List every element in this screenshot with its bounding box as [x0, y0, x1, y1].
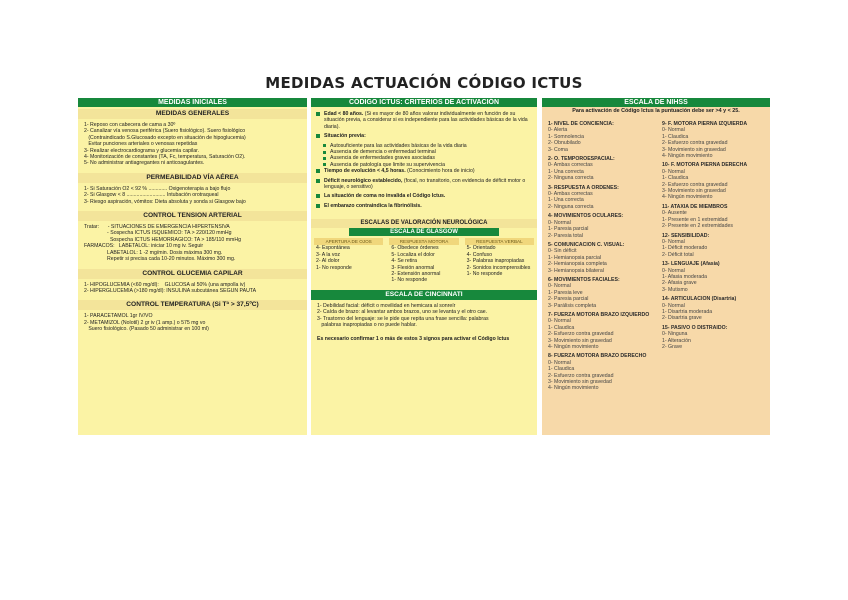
- section-line: 1- Reposo con cabecera de cama a 30º: [84, 122, 176, 128]
- criteria-item: [313, 178, 535, 191]
- section-line: Repetir si precisa cada 10-20 minutos. Máximo 300 mg.: [84, 256, 236, 263]
- medidas-section: [78, 211, 307, 262]
- glasgow-header: ESCALA DE GLASGOW: [349, 228, 499, 236]
- nihss-option: 0- Ambas correctas: [548, 191, 593, 198]
- criteria-item: [313, 203, 535, 209]
- situacion-item: Ausencia de enfermedades graves asociadas: [313, 155, 535, 161]
- nihss-option: 3- Movimiento sin gravedad: [662, 188, 726, 195]
- criteria-text: (Conocimiento hora de inicio): [405, 168, 475, 175]
- nihss-item: [656, 261, 770, 293]
- nihss-item-title: 8- FUERZA MOTORA BRAZO DERECHO: [548, 353, 647, 360]
- nihss-item: [542, 121, 656, 153]
- nihss-item: [656, 233, 770, 259]
- nihss-option: 1- Claudica: [548, 324, 575, 331]
- nihss-option: 4- Ningún movimiento: [548, 385, 599, 392]
- section-line: 1- HIPOGLUCEMIA (<60 mg/dl): GLUCOSA al 50% (una ampolla iv): [84, 281, 246, 288]
- cincinnati-list: [311, 300, 537, 329]
- criteria-bold: Déficit neurológico establecido,: [324, 177, 403, 184]
- nihss-item: [656, 325, 770, 351]
- medidas-sections: [78, 109, 307, 333]
- nihss-option: 2- Obnubilado: [548, 140, 581, 147]
- nihss-option: 0- Normal: [662, 238, 685, 245]
- nihss-option: 1- Déficit moderado: [662, 245, 708, 252]
- glasgow-column: [386, 238, 461, 283]
- section-title: MEDIDAS GENERALES: [78, 109, 307, 119]
- criteria-bold: El embarazo contraindica la fibrinólisis.: [324, 202, 422, 209]
- nihss-note: Para activación de Código Ictus la puntuación debe ser >4 y < 25.: [572, 108, 740, 114]
- nihss-option: 0- Normal: [548, 283, 571, 290]
- nihss-option: 2- Paresia parcial: [548, 296, 589, 303]
- nihss-option: 0- Ausente: [662, 210, 687, 217]
- criteria-item: [313, 111, 535, 130]
- nihss-option: 0- Normal: [548, 359, 571, 366]
- glasgow-column-header: APERTURA DE OJOS: [314, 238, 383, 245]
- glasgow-item: 2- Al dolor: [316, 258, 340, 265]
- nihss-item-title: 5- COMUNICACIÓN C. VISUAL:: [548, 241, 625, 248]
- cincinnati-footer: Es necesario confirmar 1 o más de estos 3 signos para activar el Código Ictus: [317, 336, 510, 343]
- nihss-option: 1- Claudica: [548, 366, 575, 373]
- nihss-item-title: 10- F. MOTORA PIERNA DERECHA: [662, 162, 748, 169]
- criteria-list: [311, 107, 537, 209]
- nihss-item: [656, 121, 770, 159]
- section-line: FARMACOS: LABETALOL: iniciar 10 mg iv. Seguir: [84, 243, 204, 250]
- nihss-option: 3- Mutismo: [662, 286, 688, 293]
- nihss-header: ESCALA DE NIHSS: [542, 98, 770, 107]
- nihss-item-title: 14- ARTICULACIÓN (Disartria): [662, 296, 737, 303]
- nihss-option: 1- Presente en 1 extremidad: [662, 216, 728, 223]
- glasgow-item: 5- Orientado: [466, 245, 496, 252]
- section-line: Sospecha ICTUS HEMORRAGICO: TA > 185/110 mmHg: [84, 236, 241, 243]
- nihss-option: 1- Hemianopsia parcial: [548, 254, 602, 261]
- nihss-item-title: 15- PASIVO O DISTRAIDO:: [662, 324, 728, 331]
- nihss-option: 2- Ninguna correcta: [548, 203, 594, 210]
- section-title: CONTROL TENSION ARTERIAL: [78, 211, 307, 221]
- nihss-option: 4- Ningún movimiento: [662, 153, 713, 160]
- medidas-section: [78, 109, 307, 167]
- section-line: 1- PARACETAMOL 1gr IV/VO: [84, 313, 153, 320]
- nihss-option: 2- Esfuerzo contra gravedad: [662, 140, 728, 147]
- nihss-option: 0- Sin déficit: [548, 248, 577, 255]
- nihss-option: 3- Coma: [548, 146, 568, 153]
- glasgow-item: 4- Espontánea: [316, 245, 350, 252]
- glasgow-column-header: RESPUESTA VERBAL: [465, 238, 534, 245]
- glasgow-table: [311, 238, 537, 283]
- cincinnati-item: 1- Debilidad facial: déficit o movilidad en hemicara al sonreír: [317, 302, 456, 309]
- nihss-left-list: [542, 118, 656, 392]
- nihss-item: [656, 204, 770, 230]
- section-line: Tratar: - SITUACIONES DE EMERGENCIA HIPERTENSIVA: [84, 224, 230, 231]
- nihss-option: 1- Una correcta: [548, 168, 584, 175]
- nihss-option: 1- Paresia leve: [548, 289, 583, 296]
- nihss-option: 1- Una correcta: [548, 197, 584, 204]
- nihss-option: 1- Disartria moderada: [662, 308, 713, 315]
- section-title: PERMEABILIDAD VÍA AÉREA: [78, 173, 307, 183]
- nihss-item: [542, 353, 656, 391]
- nihss-option: 2- Paresia total: [548, 232, 583, 239]
- glasgow-item: 1- No responde: [316, 264, 352, 271]
- nihss-option: 0- Ambas correctas: [548, 162, 593, 169]
- section-line: 2- Canalizar vía venosa periférica (Suero fisiológico). Suero fisiológico: [84, 128, 246, 135]
- nihss-item-title: 7- FUERZA MOTORA BRAZO IZQUIERDO: [548, 311, 650, 318]
- nihss-option: 0- Normal: [548, 219, 571, 226]
- medidas-section: [78, 269, 307, 295]
- scales-title: ESCALAS DE VALORACIÓN NEUROLÓGICA: [311, 219, 537, 228]
- section-line: 2- Si Glasgow < 8 ........................... Intubación orotraqueal: [84, 192, 219, 199]
- page-title: MEDIDAS ACTUACIÓN CÓDIGO ICTUS: [265, 74, 583, 92]
- nihss-option: 4- Ningún movimiento: [662, 194, 713, 201]
- nihss-option: 1- Paresia parcial: [548, 226, 589, 233]
- nihss-item-title: 2- O. TEMPOROESPACIAL:: [548, 156, 615, 163]
- nihss-panel: [542, 98, 770, 435]
- nihss-option: 0- Alerta: [548, 127, 568, 134]
- section-line: 4- Monitorización de constantes (TA, Fc, temperatura, Saturación O2).: [84, 154, 246, 161]
- nihss-item: [542, 277, 656, 309]
- nihss-option: 1- Somnolencia: [548, 133, 585, 140]
- cincinnati-item: palabras inapropiadas o no puede hablar.: [317, 321, 417, 328]
- nihss-option: 1- Claudica: [662, 175, 689, 182]
- criteria-item: [313, 168, 535, 174]
- glasgow-column: [311, 238, 386, 283]
- glasgow-item: 1- No responde: [391, 277, 428, 284]
- medidas-section: [78, 300, 307, 332]
- section-line: 5- No administrar antiagregantes ni anticoagulantes.: [84, 160, 205, 167]
- glasgow-column: [462, 238, 537, 283]
- nihss-item-title: 6- MOVIMIENTOS FACIALES:: [548, 276, 620, 283]
- nihss-option: 3- Parálisis completa: [548, 302, 597, 309]
- glasgow-item: 2- Sonidos incomprensibles: [466, 264, 531, 271]
- section-line: LABETALOL: 1 -2 mg/min. Dosis máxima 300 mg.: [84, 249, 223, 256]
- nihss-option: 1- Alteración: [662, 337, 691, 344]
- nihss-option: 2- Grave: [662, 344, 683, 350]
- section-title: CONTROL TEMPERATURA (Si Tª > 37,5ºC): [78, 300, 307, 310]
- nihss-option: 0- Normal: [662, 267, 685, 274]
- nihss-item-title: 9- F. MOTORA PIERNA IZQUIERDA: [662, 121, 748, 127]
- nihss-item-title: 1- NIVEL DE CONCIENCIA:: [548, 121, 614, 127]
- nihss-option: 0- Normal: [662, 127, 685, 134]
- nihss-item: [542, 156, 656, 182]
- nihss-option: 4- Ningún movimiento: [548, 344, 599, 350]
- nihss-option: 0- Normal: [662, 302, 685, 309]
- nihss-right-list: [656, 118, 770, 392]
- section-line: 1- Si Saturación O2 < 92 % ............. Oxigenoterapia a bajo flujo: [84, 185, 231, 192]
- nihss-option: 3- Movimiento sin gravedad: [662, 146, 726, 153]
- medidas-iniciales-panel: [78, 98, 307, 435]
- nihss-item: [542, 185, 656, 211]
- nihss-option: 3- Movimiento sin gravedad: [548, 337, 612, 344]
- glasgow-item: 6- Obedece órdenes: [391, 245, 439, 252]
- section-line: - Sospecha ICTUS ISQUEMICO: TA > 220/120 mmHg: [84, 230, 232, 237]
- criteria-text: (Si es mayor de 80 años valorar individualmente en función de su situación previa, a considerar si es independiente para las actividades básicas de la vida diaria).: [324, 111, 528, 130]
- glasgow-column-header: RESPUESTA MOTORA: [389, 238, 458, 245]
- nihss-option: 2- Esfuerzo contra gravedad: [548, 372, 614, 379]
- glasgow-item: 1- No responde: [466, 270, 503, 277]
- nihss-option: 0- Normal: [548, 318, 571, 325]
- nihss-option: 2- Hemianopsia completa: [548, 261, 607, 268]
- criteria-bold: La situación de coma no invalida el Código Ictus.: [324, 193, 446, 200]
- section-line: 2- METAMIZOL (Nolotil) 2 gr iv (1 amp.) o 575 mg vo: [84, 319, 206, 326]
- glasgow-item: 4- Se retira: [391, 258, 417, 265]
- nihss-item: [542, 312, 656, 350]
- criteria-bold: Situación previa:: [324, 133, 366, 140]
- glasgow-item: 3- Flexión anormal: [391, 264, 435, 271]
- criteria-item: [313, 133, 535, 139]
- cincinnati-item: 3- Trastorno del lenguaje: se le pide que repita una frase sencilla: palabras: [317, 315, 489, 322]
- section-line: Suero fisiológico. (Pasado 50 administrar en 100 ml): [84, 326, 209, 333]
- section-line: 3- Riesgo aspiración, vómitos: Dieta absoluta y sonda si Glasgow bajo: [84, 198, 246, 205]
- criteria-bold: Tiempo de evolución < 4,5 horas.: [324, 168, 406, 175]
- glasgow-item: 3- A la voz: [316, 251, 340, 258]
- criterios-header: CÓDIGO ICTUS: CRITERIOS DE ACTIVACIÓN: [311, 98, 537, 107]
- nihss-item-title: 13- LENGUAJE (Afasia): [662, 261, 720, 268]
- nihss-item: [542, 213, 656, 239]
- situacion-item: Ausencia de patología que limite su supervivencia: [313, 162, 535, 168]
- criteria-bold: Edad < 80 años.: [324, 111, 364, 117]
- nihss-option: 2- Disartria grave: [662, 315, 702, 322]
- nihss-option: 2- Esfuerzo contra gravedad: [548, 331, 614, 338]
- nihss-item-title: 12- SENSIBILIDAD:: [662, 232, 710, 239]
- nihss-option: 2- Esfuerzo contra gravedad: [662, 181, 728, 188]
- nihss-option: 0- Normal: [662, 168, 685, 175]
- nihss-option: 1- Claudica: [662, 133, 689, 140]
- nihss-option: 2- Presente en 2 extremidades: [662, 223, 733, 230]
- medidas-iniciales-header: MEDIDAS INICIALES: [78, 98, 307, 107]
- glasgow-item: 2- Extensión anormal: [391, 270, 441, 277]
- section-line: Evitar punciones arteriales o venosas repetidas: [84, 141, 198, 148]
- situacion-item: Autosuficiente para las actividades básicas de la vida diaria: [313, 143, 535, 149]
- criteria-item: [313, 193, 535, 199]
- section-line: 3- Realizar electrocardiograma y glucemia capilar.: [84, 147, 200, 154]
- criterios-panel: [311, 98, 537, 435]
- nihss-option: 2- Déficit total: [662, 251, 694, 258]
- section-title: CONTROL GLUCEMIA CAPILAR: [78, 269, 307, 279]
- medidas-section: [78, 173, 307, 205]
- glasgow-item: 4- Confuso: [466, 251, 493, 258]
- section-line: (Contraindicado S.Glucosado excepto en situación de hipoglucemia): [84, 134, 246, 141]
- nihss-option: 3- Movimiento sin gravedad: [548, 379, 612, 386]
- glasgow-item: 3- Palabras inapropiadas: [466, 258, 525, 265]
- nihss-item: [542, 242, 656, 274]
- nihss-option: 2- Afasia grave: [662, 280, 697, 287]
- nihss-item-title: 4- MOVIMIENTOS OCULARES:: [548, 213, 624, 220]
- situacion-item: Ausencia de demencia o enfermedad terminal: [313, 149, 535, 155]
- nihss-option: 0- Ninguna: [662, 331, 688, 338]
- cincinnati-header: ESCALA DE CINCINNATI: [311, 290, 537, 300]
- section-line: 2- HIPERGLUCEMIA (>180 mg/dl): INSULINA subcutánea SEGÚN PAUTA: [84, 287, 257, 294]
- nihss-option: 2- Ninguna correcta: [548, 175, 594, 182]
- nihss-item-title: 3- RESPUESTA A ÓRDENES:: [548, 184, 619, 191]
- nihss-item-title: 11- ATAXIA DE MIEMBROS: [662, 203, 728, 210]
- glasgow-item: 5- Localiza el dolor: [391, 251, 435, 258]
- criteria-text: (focal, no transitorio, con evidencia de déficit motor o lenguaje, o sensitivo): [324, 177, 526, 191]
- nihss-option: 3- Hemianopsia bilateral: [548, 267, 604, 274]
- nihss-option: 1- Afasia moderada: [662, 273, 707, 280]
- nihss-item: [656, 162, 770, 200]
- cincinnati-item: 2- Caída de brazo: al levantar ambos brazos, uno se levanta y el otro cae.: [317, 309, 488, 316]
- nihss-item: [656, 296, 770, 322]
